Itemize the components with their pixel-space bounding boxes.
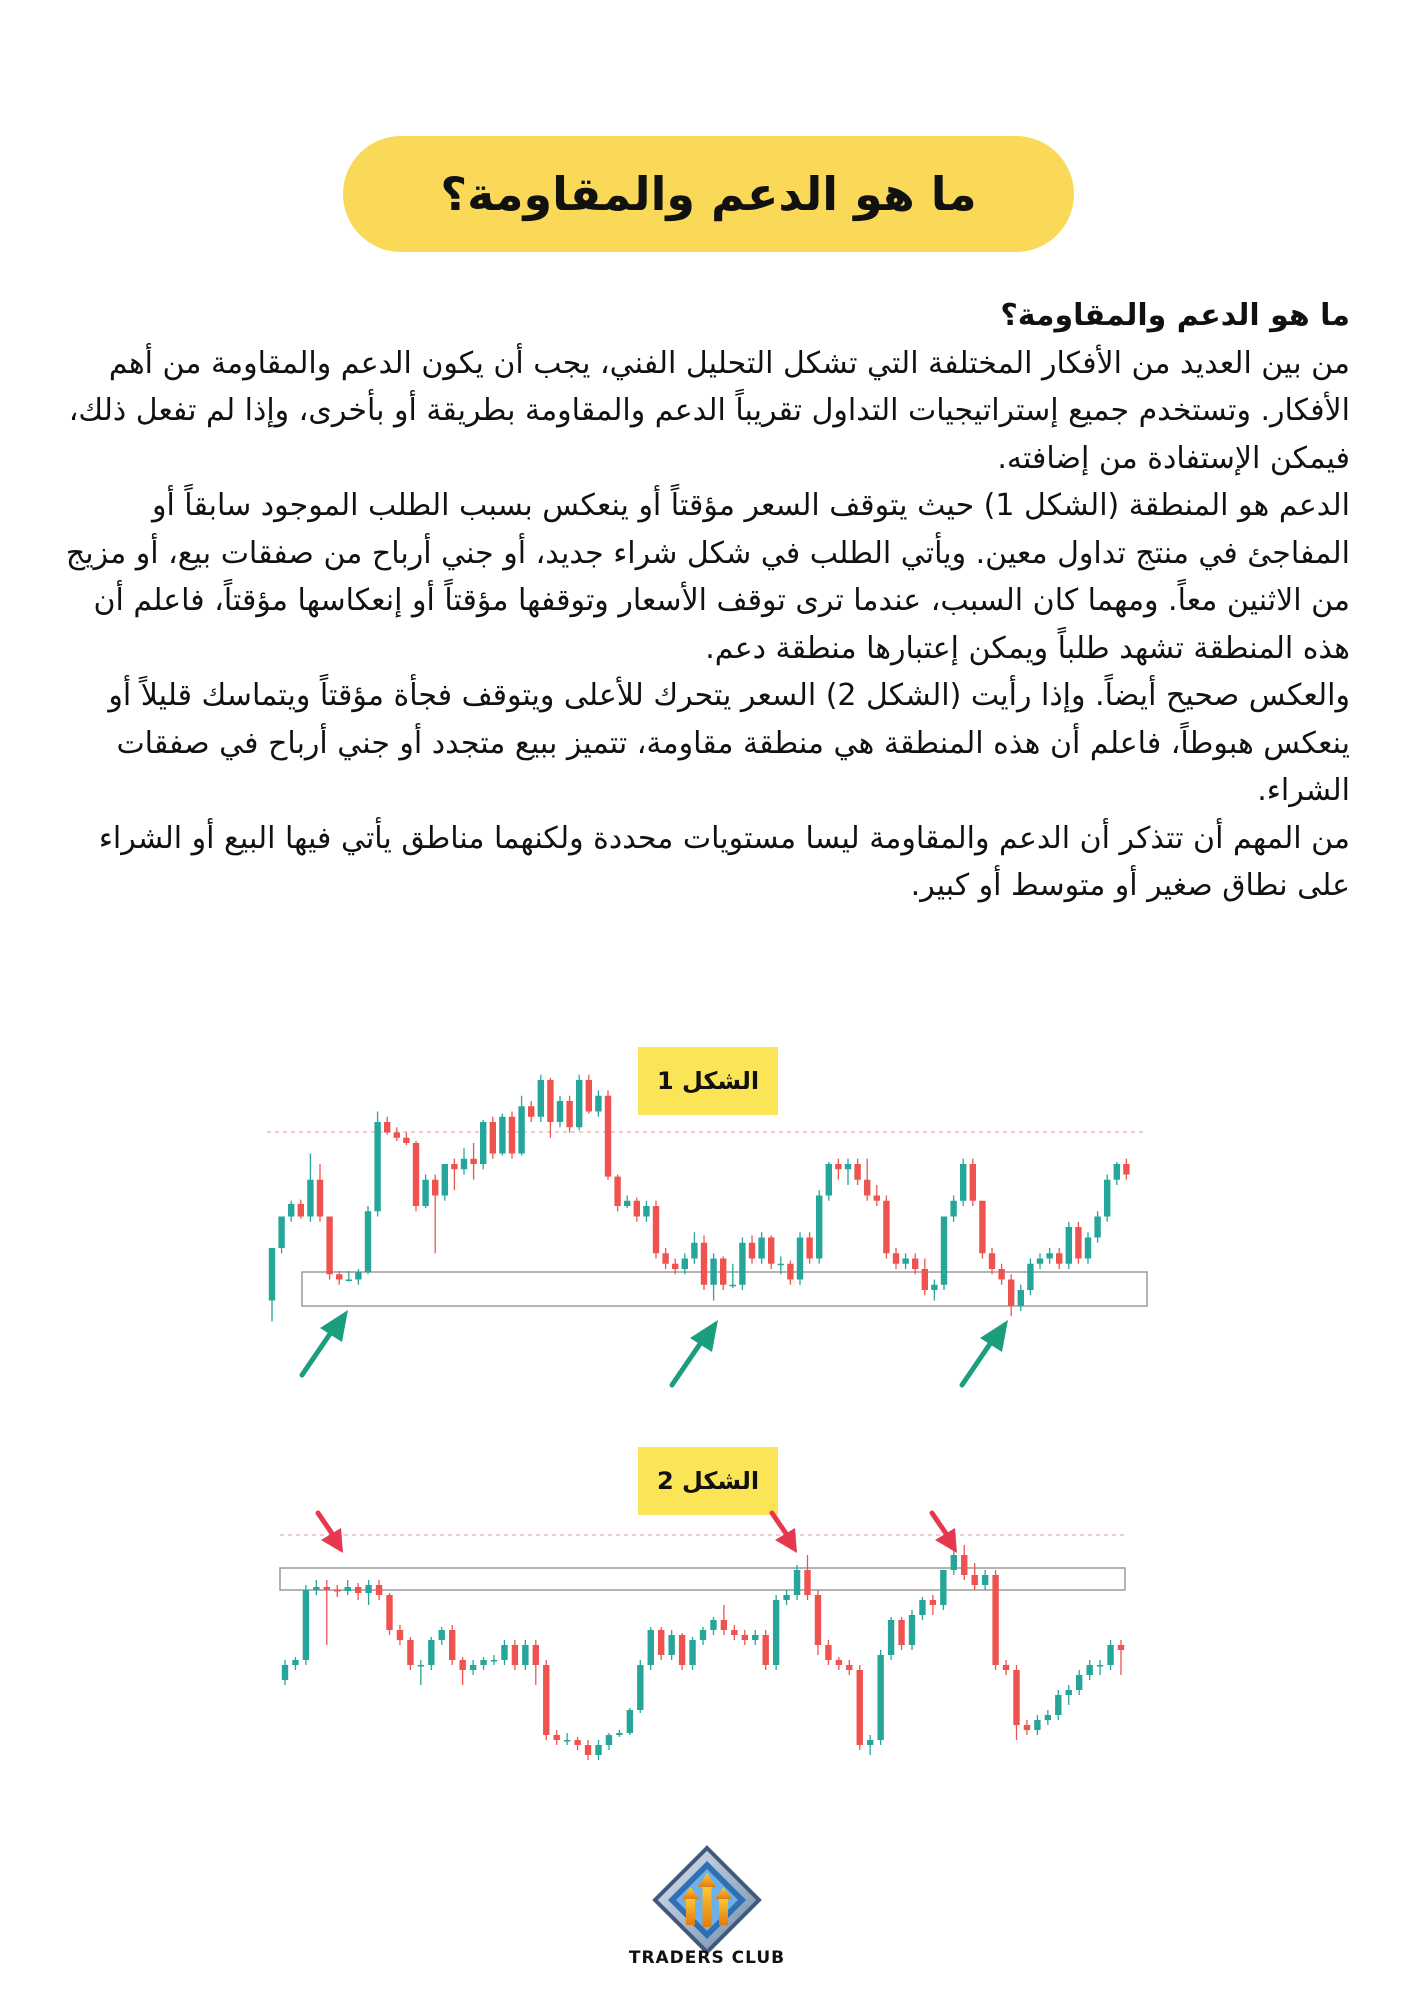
- candle-body: [451, 1164, 457, 1169]
- candle-body: [720, 1259, 726, 1285]
- candle-body: [518, 1106, 524, 1153]
- candle-body: [278, 1217, 284, 1249]
- candle-body: [648, 1630, 654, 1665]
- candle-body: [336, 1274, 342, 1279]
- candle-body: [689, 1640, 695, 1665]
- candle-body: [701, 1243, 707, 1285]
- brand-name: TRADERS CLUB: [628, 1948, 786, 1968]
- candle-body: [773, 1600, 779, 1665]
- candle-body: [365, 1211, 371, 1272]
- candle-body: [386, 1595, 392, 1630]
- candle-body: [624, 1201, 630, 1206]
- resistance-arrow-icon: [932, 1513, 957, 1553]
- candle-body: [909, 1615, 915, 1645]
- candle-body: [710, 1620, 716, 1630]
- candle-body: [893, 1253, 899, 1264]
- candle-body: [1086, 1665, 1092, 1675]
- candle-body: [538, 1080, 544, 1117]
- candle-body: [574, 1740, 580, 1745]
- candle-body: [778, 1264, 784, 1266]
- candle-body: [282, 1665, 288, 1680]
- candle-body: [679, 1635, 685, 1665]
- candle-body: [1008, 1280, 1014, 1306]
- candle-body: [930, 1600, 936, 1605]
- candle-body: [1076, 1675, 1082, 1690]
- candle-body: [815, 1595, 821, 1645]
- candle-body: [835, 1164, 841, 1169]
- candle-body: [794, 1570, 800, 1595]
- candle-body: [710, 1259, 716, 1285]
- candle-body: [459, 1660, 465, 1670]
- candle-body: [499, 1117, 505, 1154]
- candle-body: [345, 1587, 351, 1591]
- figure-1-label-text: الشكل 1: [656, 1067, 760, 1095]
- candle-body: [989, 1253, 995, 1269]
- candle-body: [643, 1206, 649, 1217]
- candle-body: [1075, 1227, 1081, 1259]
- candle-body: [970, 1164, 976, 1201]
- paragraph-resistance: والعكس صحيح أيضاً. وإذا رأيت (الشكل 2) السعر يتحرك للأعلى ويتوقف فجأة مؤقتاً ويتماسك قليلاً أو ينعكس هبوطاً، فاعلم أن هذه المنطقة هي منطقة مقاومة، تتميز ببيع متجدد أو جني أرباح في صفقات الشراء.: [108, 678, 1350, 808]
- candle-body: [1003, 1665, 1009, 1670]
- candle-body: [912, 1259, 918, 1270]
- candle-body: [804, 1570, 810, 1595]
- candle-body: [334, 1590, 340, 1592]
- candle-body: [653, 1206, 659, 1253]
- candle-body: [533, 1645, 539, 1665]
- candle-body: [303, 1590, 309, 1660]
- candle-body: [397, 1630, 403, 1640]
- candle-body: [1097, 1665, 1103, 1667]
- candle-body: [1114, 1164, 1120, 1180]
- candle-body: [554, 1735, 560, 1740]
- resistance-chart-candles: [282, 1545, 1124, 1760]
- candle-body: [739, 1243, 745, 1285]
- candle-body: [394, 1133, 400, 1138]
- candle-body: [374, 1122, 380, 1211]
- candle-body: [605, 1096, 611, 1177]
- candle-body: [634, 1201, 640, 1217]
- figure-2-label-text: الشكل 2: [656, 1467, 760, 1495]
- candle-body: [825, 1645, 831, 1660]
- candle-body: [1104, 1180, 1110, 1217]
- candle-body: [877, 1655, 883, 1740]
- candle-body: [543, 1665, 549, 1735]
- paragraph-support: الدعم هو المنطقة (الشكل 1) حيث يتوقف السعر مؤقتاً أو ينعكس بسبب الطلب الموجود سابقاً أو المفاجئ في منتج تداول معين. ويأتي الطلب في شكل شراء جديد، أو جني أرباح من صفقات بيع، أو مزيج من الاثنين معاً. ومهما كان السبب، عندما ترى توقف الأسعار وتوقفها مؤقتاً أو إنعكاسها مؤقتاً، فاعلم أن هذه المنطقة تشهد طلباً ويمكن إعتبارها منطقة دعم.: [65, 488, 1350, 666]
- candle-body: [288, 1204, 294, 1217]
- candle-body: [307, 1180, 313, 1217]
- candle-body: [595, 1745, 601, 1755]
- page-title: ما هو الدعم والمقاومة؟: [440, 167, 977, 221]
- candle-body: [1055, 1695, 1061, 1715]
- candle-body: [403, 1138, 409, 1143]
- candle-body: [1045, 1715, 1051, 1720]
- candle-body: [816, 1196, 822, 1259]
- support-chart: [262, 1070, 1152, 1400]
- candle-body: [768, 1238, 774, 1264]
- candle-body: [857, 1670, 863, 1745]
- candle-body: [758, 1238, 764, 1259]
- candle-body: [528, 1106, 534, 1117]
- candle-body: [376, 1585, 382, 1595]
- candle-body: [586, 1080, 592, 1112]
- support-arrow-icon: [672, 1320, 718, 1385]
- candle-body: [749, 1243, 755, 1259]
- candle-body: [355, 1587, 361, 1593]
- candle-body: [763, 1635, 769, 1665]
- candle-body: [292, 1660, 298, 1665]
- candle-body: [998, 1269, 1004, 1280]
- candle-body: [668, 1635, 674, 1655]
- candle-body: [326, 1217, 332, 1275]
- candle-body: [384, 1122, 390, 1133]
- candle-body: [691, 1243, 697, 1259]
- candle-body: [658, 1630, 664, 1655]
- candle-body: [614, 1177, 620, 1206]
- candle-body: [730, 1285, 736, 1287]
- candle-body: [470, 1665, 476, 1670]
- candle-body: [898, 1620, 904, 1645]
- candle-body: [501, 1645, 507, 1660]
- candle-body: [672, 1264, 678, 1269]
- candle-body: [950, 1201, 956, 1217]
- resistance-arrow-icon: [318, 1513, 343, 1553]
- resistance-arrow-icon: [772, 1513, 797, 1553]
- paragraph-intro: من بين العديد من الأفكار المختلفة التي تشكل التحليل الفني، يجب أن يكون الدعم والمقاومة من أهم الأفكار. وتستخدم جميع إستراتيجيات التداول تقريباً الدعم والمقاومة بطريقة أو بأخرى، وإذا لم تفعل ذلك، فيمكن الإستفادة من إضافته.: [68, 345, 1350, 476]
- candle-body: [512, 1645, 518, 1665]
- candle-body: [413, 1143, 419, 1206]
- candle-body: [919, 1600, 925, 1615]
- candle-body: [864, 1180, 870, 1196]
- support-chart-candles: [269, 1075, 1130, 1322]
- candle-body: [480, 1660, 486, 1665]
- candle-body: [637, 1665, 643, 1710]
- candle-body: [576, 1080, 582, 1127]
- candle-body: [787, 1264, 793, 1280]
- candle-body: [1085, 1238, 1091, 1259]
- traders-club-logo-icon: [652, 1845, 762, 1955]
- candle-body: [313, 1587, 319, 1590]
- candle-body: [902, 1259, 908, 1264]
- candle-body: [806, 1238, 812, 1259]
- support-arrow-icon: [302, 1310, 348, 1375]
- candle-body: [1037, 1259, 1043, 1264]
- candle-body: [439, 1630, 445, 1640]
- candle-body: [845, 1164, 851, 1169]
- candle-body: [867, 1740, 873, 1745]
- candle-body: [1066, 1227, 1072, 1264]
- candle-body: [522, 1645, 528, 1665]
- candle-body: [982, 1575, 988, 1585]
- candle-body: [298, 1204, 304, 1217]
- candle-body: [566, 1101, 572, 1127]
- candle-body: [428, 1640, 434, 1665]
- candle-body: [854, 1164, 860, 1180]
- candle-body: [1024, 1725, 1030, 1730]
- candle-body: [491, 1660, 497, 1662]
- candle-body: [682, 1259, 688, 1270]
- candle-body: [922, 1269, 928, 1290]
- title-banner: [343, 136, 1074, 252]
- candle-body: [826, 1164, 832, 1196]
- paragraph-zones: من المهم أن تتذكر أن الدعم والمقاومة ليسا مستويات محددة ولكنهما مناطق يأتي فيها البيع أو الشراء على نطاق صغير أو متوسط أو كبير.: [98, 820, 1350, 903]
- candle-body: [1123, 1164, 1129, 1175]
- candle-body: [1107, 1645, 1113, 1665]
- candle-body: [564, 1740, 570, 1742]
- candle-body: [941, 1217, 947, 1285]
- support-arrow-icon: [962, 1320, 1008, 1385]
- candle-body: [1018, 1290, 1024, 1306]
- candle-body: [461, 1159, 467, 1170]
- candle-body: [509, 1117, 515, 1154]
- candle-body: [662, 1253, 668, 1264]
- candle-body: [1027, 1264, 1033, 1290]
- candle-body: [595, 1096, 601, 1112]
- candle-body: [1034, 1720, 1040, 1730]
- candle-body: [874, 1196, 880, 1201]
- candle-body: [442, 1164, 448, 1196]
- candle-body: [846, 1665, 852, 1670]
- article-body: [60, 292, 1350, 910]
- candle-body: [606, 1735, 612, 1745]
- candle-body: [432, 1180, 438, 1196]
- candle-body: [422, 1180, 428, 1206]
- candle-body: [752, 1635, 758, 1640]
- candle-body: [1013, 1670, 1019, 1725]
- candle-body: [731, 1630, 737, 1635]
- candle-body: [721, 1620, 727, 1630]
- candle-body: [888, 1620, 894, 1655]
- candle-body: [961, 1555, 967, 1575]
- candle-body: [972, 1575, 978, 1585]
- article-heading: ما هو الدعم والمقاومة؟: [1000, 298, 1350, 333]
- candle-body: [783, 1595, 789, 1600]
- candle-body: [317, 1180, 323, 1217]
- candle-body: [324, 1587, 330, 1590]
- candle-body: [490, 1122, 496, 1154]
- candle-body: [1056, 1253, 1062, 1264]
- candle-body: [470, 1159, 476, 1164]
- candle-body: [931, 1285, 937, 1290]
- candle-body: [836, 1660, 842, 1665]
- candle-body: [797, 1238, 803, 1280]
- candle-body: [1046, 1253, 1052, 1258]
- candle-body: [979, 1201, 985, 1254]
- candle-body: [480, 1122, 486, 1164]
- candle-body: [418, 1665, 424, 1667]
- candle-body: [1094, 1217, 1100, 1238]
- candle-body: [700, 1630, 706, 1640]
- candle-body: [365, 1585, 371, 1593]
- candle-body: [585, 1745, 591, 1755]
- candle-body: [940, 1570, 946, 1605]
- candle-body: [557, 1101, 563, 1122]
- candle-body: [407, 1640, 413, 1665]
- candle-body: [449, 1630, 455, 1660]
- candle-body: [960, 1164, 966, 1201]
- candle-body: [951, 1555, 957, 1570]
- candle-body: [1118, 1645, 1124, 1650]
- candle-body: [627, 1710, 633, 1733]
- candle-body: [992, 1575, 998, 1665]
- candle-body: [883, 1201, 889, 1254]
- resistance-chart: [275, 1495, 1135, 1825]
- candle-body: [742, 1635, 748, 1640]
- candle-body: [269, 1248, 275, 1301]
- candle-body: [346, 1280, 352, 1282]
- candle-body: [355, 1272, 361, 1279]
- candle-body: [1066, 1690, 1072, 1695]
- candle-body: [616, 1733, 622, 1735]
- candle-body: [547, 1080, 553, 1122]
